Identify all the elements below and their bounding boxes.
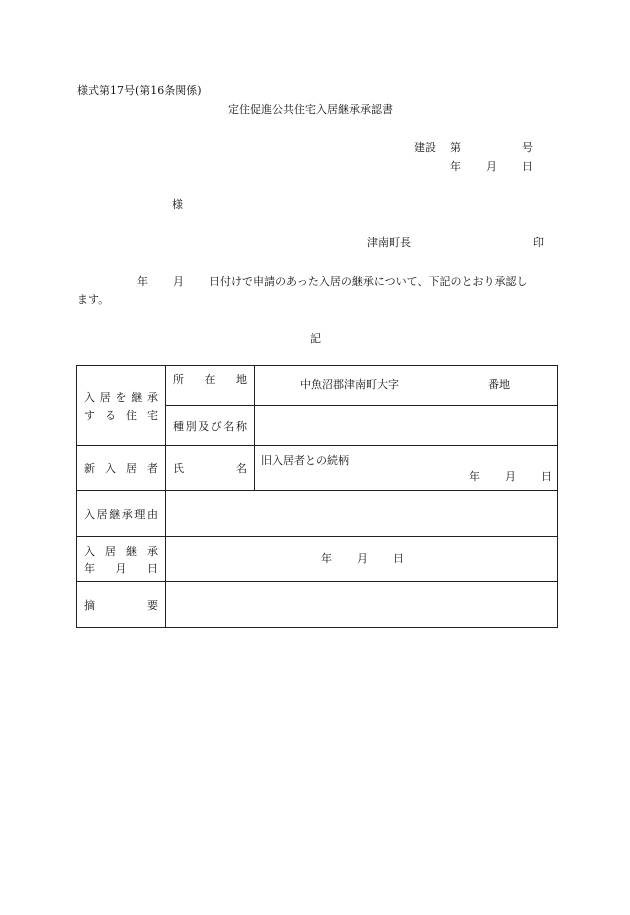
- reason-label-cell: [77, 491, 166, 537]
- name-label: [166, 460, 254, 476]
- document-title: 定住促進公共住宅入居継承承認書: [228, 103, 393, 116]
- label-char: 入: [84, 507, 95, 521]
- label-char: 由: [146, 507, 158, 521]
- label-char: 所: [173, 372, 184, 386]
- label-char: び: [210, 419, 222, 433]
- issue-date-month: 月: [486, 160, 497, 173]
- label-char: 居: [105, 544, 116, 558]
- label-char: 居: [126, 462, 137, 475]
- succession-date-month: 月: [357, 552, 368, 565]
- label-char: 理: [134, 507, 146, 521]
- succession-date-label-line1: [84, 543, 158, 559]
- label-char: 摘: [84, 598, 95, 612]
- label-char: 年: [84, 561, 95, 575]
- relation-date-day: 日: [541, 470, 552, 483]
- issue-date-day: 日: [522, 160, 533, 173]
- addressee-sama: 様: [172, 198, 183, 211]
- type-label-cell: [166, 406, 255, 446]
- body-month: 月: [173, 275, 184, 288]
- label-char: 継: [131, 390, 143, 404]
- label-char: る: [105, 408, 116, 422]
- type-label: [166, 418, 254, 434]
- label-char: 者: [147, 462, 158, 475]
- label-char: 承: [147, 544, 158, 558]
- succession-date-day: 日: [393, 552, 404, 565]
- label-char: 入: [105, 462, 116, 475]
- new-resident-label-cell: [77, 446, 166, 491]
- relation-date-month: 月: [505, 470, 516, 483]
- body-text-line2: ます。: [77, 293, 110, 306]
- label-char: 宅: [147, 408, 158, 422]
- housing-label-line2: [84, 407, 158, 423]
- relation-date-year: 年: [469, 470, 480, 483]
- label-char: 名: [223, 419, 235, 433]
- relation-label: 旧入居者との続柄: [261, 454, 349, 467]
- label-char: 及: [198, 419, 210, 433]
- reason-value-cell[interactable]: [166, 491, 558, 537]
- label-char: 継: [126, 544, 137, 558]
- doc-number-dai: 第: [450, 141, 461, 154]
- reason-label: [77, 506, 165, 522]
- summary-label-cell: [77, 582, 166, 628]
- table-row: [77, 491, 558, 537]
- table-row: [77, 366, 558, 406]
- table-row: [77, 582, 558, 628]
- label-char: 称: [235, 419, 247, 433]
- label-char: 別: [185, 419, 197, 433]
- label-char: 地: [236, 372, 247, 386]
- label-char: 日: [147, 561, 158, 575]
- name-label-cell: [166, 446, 255, 491]
- succession-date-cell[interactable]: [166, 537, 558, 582]
- label-char: 種: [173, 419, 184, 433]
- label-char: 新: [84, 462, 95, 475]
- label-char: を: [115, 390, 127, 404]
- succession-date-label-cell: [77, 537, 166, 582]
- location-banchi: 番地: [488, 378, 510, 391]
- label-char: 継: [109, 507, 121, 521]
- table-row: [77, 537, 558, 582]
- succession-table: [76, 365, 558, 628]
- label-char: 要: [147, 598, 158, 612]
- label-char: 承: [121, 507, 133, 521]
- doc-number-prefix: 建設: [414, 141, 436, 154]
- label-char: 入: [84, 544, 95, 558]
- body-text-line1: 日付けで申請のあった入居の継承について、下記のとおり承認し: [209, 275, 528, 288]
- housing-label-cell: [77, 366, 166, 446]
- location-value: 中魚沼郡津南町大字: [300, 378, 399, 391]
- label-char: 入: [84, 390, 95, 404]
- location-label: [166, 371, 254, 387]
- relation-cell[interactable]: [255, 446, 558, 491]
- summary-value-cell[interactable]: [166, 582, 558, 628]
- type-value-cell[interactable]: [255, 406, 558, 446]
- location-value-cell[interactable]: [255, 366, 558, 406]
- succession-date-year: 年: [321, 552, 332, 565]
- issuer-title: 津南町長: [367, 236, 411, 249]
- succession-date-label-line2: [84, 560, 158, 576]
- summary-label: [77, 597, 165, 613]
- doc-number-go: 号: [522, 141, 533, 154]
- housing-label-line1: [84, 389, 158, 405]
- body-year: 年: [137, 275, 148, 288]
- form-number: 様式第17号(第16条関係): [77, 84, 202, 97]
- new-resident-label: [77, 460, 165, 476]
- name-label-mei: 名: [236, 462, 247, 475]
- ki-heading: 記: [310, 332, 321, 345]
- label-char: す: [84, 408, 95, 422]
- label-char: 承: [147, 390, 158, 404]
- label-char: 在: [204, 372, 216, 386]
- label-char: 居: [96, 507, 108, 521]
- table-row: [77, 446, 558, 491]
- label-char: 居: [99, 390, 111, 404]
- seal-mark: 印: [533, 236, 544, 249]
- issue-date-year: 年: [450, 160, 461, 173]
- label-char: 住: [126, 408, 137, 422]
- label-char: 月: [115, 561, 127, 575]
- location-label-cell: [166, 366, 255, 406]
- name-label-shi: 氏: [173, 462, 184, 475]
